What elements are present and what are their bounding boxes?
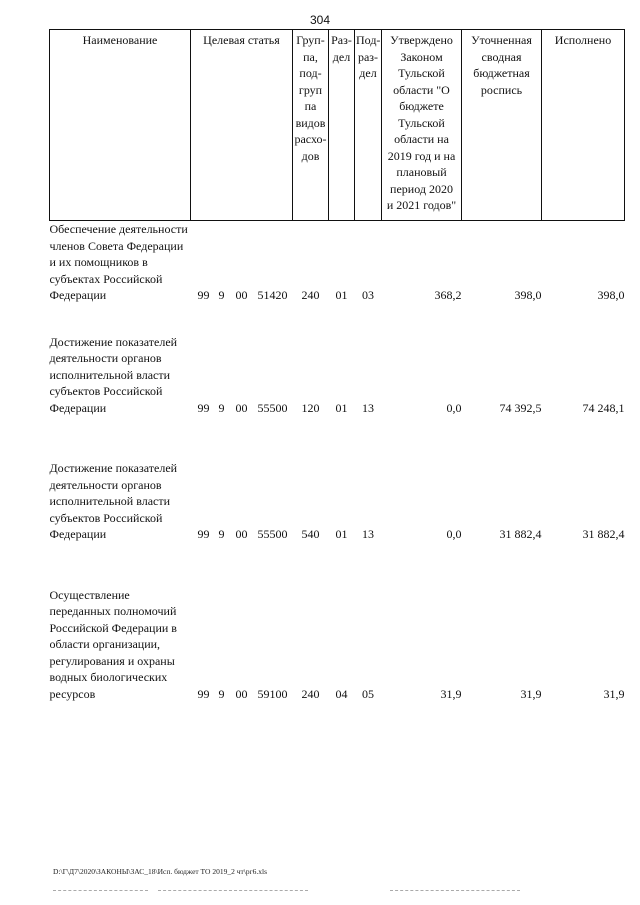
table-row <box>50 587 625 703</box>
table-row <box>50 460 625 543</box>
row-section: 04 <box>335 686 348 701</box>
row-subsection: 05 <box>362 686 374 701</box>
row-target-article <box>191 587 293 703</box>
code-main-event: 00 <box>235 400 248 415</box>
row-group: 240 <box>301 288 320 302</box>
row-executed: 74 248,1 <box>582 400 625 415</box>
code-direction: 55500 <box>257 527 288 541</box>
header-refined: Уточненная сводная бюджетная роспись <box>462 30 542 221</box>
header-executed: Исполнено <box>542 30 625 221</box>
header-target-article: Целевая статья <box>191 30 293 221</box>
row-name: Обеспечение деятельности членов Совета Федерации и их помощников в субъектах Российской Федерации <box>49 222 188 302</box>
code-subprogram: 9 <box>218 686 225 701</box>
footer-rule-right <box>390 890 520 891</box>
row-name: Осуществление переданных полномочий Российской Федерации в области организации, регулирования и охраны водных биологических ресурсов <box>49 587 177 701</box>
row-name: Достижение показателей деятельности органов исполнительной власти субъектов Российской Федерации <box>49 334 178 415</box>
row-executed: 31 882,4 <box>582 527 625 541</box>
code-program: 99 <box>197 686 210 701</box>
row-refined: 74 392,5 <box>499 400 542 415</box>
row-section: 01 <box>335 288 348 302</box>
row-approved: 0,0 <box>446 527 462 541</box>
footer-rule-middle <box>158 890 308 891</box>
code-direction: 55500 <box>257 400 288 415</box>
footer-rule-left <box>53 890 148 891</box>
row-approved: 31,9 <box>440 686 462 701</box>
table-row <box>50 221 625 304</box>
code-subprogram: 9 <box>218 288 225 302</box>
budget-table <box>49 29 625 702</box>
row-executed: 398,0 <box>597 288 625 302</box>
row-spacer <box>50 416 625 460</box>
code-main-event: 00 <box>235 686 248 701</box>
row-approved: 368,2 <box>434 288 462 302</box>
row-section: 01 <box>335 400 348 415</box>
row-section: 01 <box>335 527 348 541</box>
row-name: Достижение показателей деятельности органов исполнительной власти субъектов Российской Федерации <box>49 461 178 541</box>
row-target-article <box>191 334 293 417</box>
code-direction: 59100 <box>257 686 288 701</box>
row-refined: 31 882,4 <box>499 527 542 541</box>
code-subprogram: 9 <box>218 400 225 415</box>
row-subsection: 13 <box>362 527 374 541</box>
code-subprogram: 9 <box>218 527 225 541</box>
row-group: 240 <box>301 686 320 701</box>
code-main-event: 00 <box>235 527 248 541</box>
row-group: 540 <box>301 527 320 541</box>
row-subsection: 13 <box>362 400 374 415</box>
page-number: 304 <box>309 13 331 27</box>
code-program: 99 <box>197 527 210 541</box>
row-spacer <box>50 543 625 587</box>
file-path-footer: D:\Г\Д7\2020\ЗАКОНЫ\ЗАС_18\Исп. бюджет ТО 2019_2 чт\рг6.xls <box>53 867 268 876</box>
code-program: 99 <box>197 400 210 415</box>
row-approved: 0,0 <box>446 400 462 415</box>
code-program: 99 <box>197 288 210 302</box>
header-name: Наименование <box>50 30 191 221</box>
header-section: Раз- дел <box>329 30 355 221</box>
row-target-article <box>191 221 293 304</box>
row-target-article <box>191 460 293 543</box>
row-spacer <box>50 304 625 334</box>
row-subsection: 03 <box>362 288 374 302</box>
code-direction: 51420 <box>257 288 288 302</box>
row-executed: 31,9 <box>603 686 625 701</box>
header-approved: Утверждено Законом Тульской области "О бюджете Тульской области на 2019 год и на плановый период 2020 и 2021 годов" <box>382 30 462 221</box>
table-row <box>50 334 625 417</box>
code-main-event: 00 <box>235 288 248 302</box>
header-row <box>50 30 625 221</box>
row-refined: 31,9 <box>520 686 542 701</box>
header-subsection: Под- раз- дел <box>355 30 382 221</box>
row-group: 120 <box>301 400 320 415</box>
row-refined: 398,0 <box>514 288 542 302</box>
header-group: Груп- па, под- груп па видов расхо- дов <box>293 30 329 221</box>
